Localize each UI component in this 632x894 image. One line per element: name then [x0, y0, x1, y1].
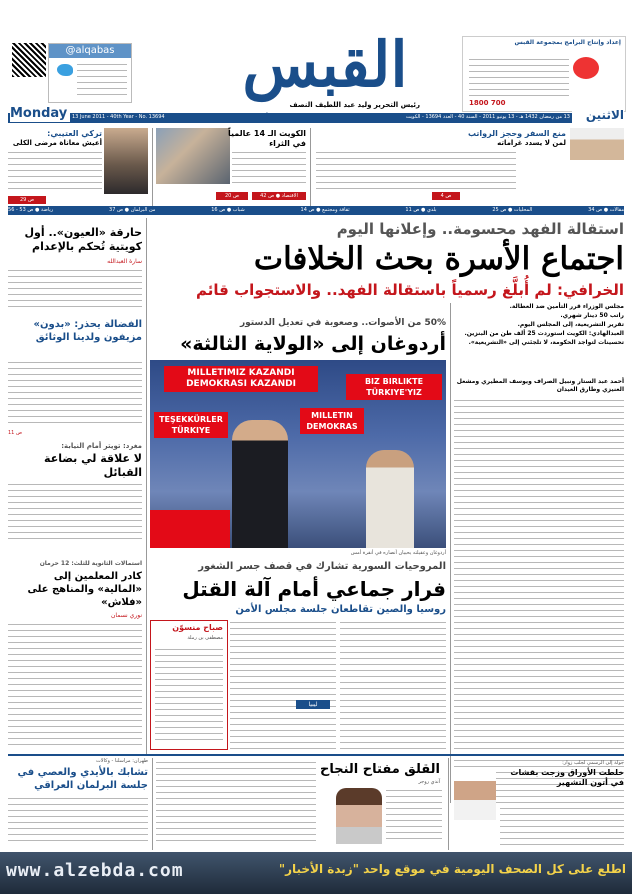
lead-bullet: مجلس الوزراء قرر التأمين ضد العطالة.	[509, 303, 624, 310]
lead-subhead: الخرافي: لم أُبلَّغ رسمياً باستقالة الفهد.. والاستجواب قائم	[196, 281, 624, 299]
bottom-center-byline: آندي روجر	[418, 779, 440, 785]
sections-list	[8, 206, 624, 215]
erdogan-figure	[232, 420, 288, 548]
editor-line: رئيس التحرير وليد عبد اللطيف النصف	[289, 101, 420, 109]
photo-sign	[346, 374, 442, 400]
footer-text: اطلع على كل الصحف اليومية في موقع واحد "زبدة الأخبار"	[278, 862, 626, 876]
opinion-title: صباح منسوّن	[172, 623, 223, 632]
syria-tag: ليبيا	[296, 700, 330, 709]
flag-banner	[150, 510, 230, 548]
photo-sign	[300, 408, 364, 434]
photo-official	[570, 128, 624, 186]
lead-divider	[450, 303, 451, 803]
left-strip-text	[8, 150, 102, 194]
bird-icon	[57, 64, 73, 76]
photo-sign-line: DEMOKRAS	[306, 422, 358, 431]
syria-kicker: المروحيات السورية تشارك في قصف جسر الشغور	[198, 561, 446, 572]
photo-sign-line: TEŞEKKÜRLER	[159, 415, 223, 424]
photo-sign-line: DEMOKRASI KAZANDI	[186, 379, 296, 389]
leftcol-text3	[8, 482, 142, 542]
bottom-right-text	[500, 800, 624, 846]
turkey-photo	[150, 360, 446, 548]
syria-headline: فرار جماعي أمام آلة القتل	[182, 577, 446, 601]
bottom-divider-1	[152, 758, 153, 850]
section-item[interactable]: من البرلمان ● ص 37	[109, 207, 156, 213]
lead-kicker: استقالة الفهد محسومة.. وإعلانها اليوم	[336, 220, 624, 238]
turkey-caption: أردوغان وعقيلته يحييان أنصاره في أنقرة أمس	[350, 550, 446, 556]
center-strip-headline2: في الثراء	[269, 139, 306, 148]
turkey-headline: أردوغان إلى «الولاية الثالثة»	[180, 333, 446, 355]
promo-box	[462, 36, 626, 112]
leftcol-h3b: لا علاقة لي بضاعة القبائل	[44, 452, 142, 479]
right-strip-headline: منع السفر وحجز الرواتب	[467, 129, 566, 138]
left-strip-headline: تركي العتيبي:	[47, 129, 102, 138]
section-item[interactable]: المحليات ● ص 25	[492, 207, 533, 213]
leftcol-h4b: كادر المعلمين إلى «المالية» والمناهج على «فلاش»	[27, 571, 142, 608]
left-strip-headline2: أعيش معاناة مرضى الكلى	[12, 139, 102, 147]
twitter-panel	[48, 43, 132, 103]
strip-divider-2	[310, 128, 311, 206]
leftcol-h2: الفضالة يحذر: «بدون» مزيفون ولدينا الوثائق	[33, 319, 142, 343]
left-col-divider	[146, 218, 147, 754]
center-strip-text	[232, 150, 306, 186]
date-en: 13 June 2011 - 40th Year - No. 13694	[72, 114, 165, 120]
center-badge-1: الاقتصاد ● ص 42	[252, 192, 306, 200]
right-strip-headline2: لمن لا يسدد غراماته	[497, 139, 566, 147]
leftcol-text1	[8, 268, 142, 312]
date-ar: 13 من رمضان 1432 هـ - 13 يونيو 2011 - السنة 40 - العدد 13694 - الكويت	[405, 114, 570, 120]
opinion-author: مصطفى بن رملة	[187, 635, 223, 641]
right-strip-text	[316, 150, 516, 190]
strip-divider-1	[152, 128, 153, 206]
leftcol-ref: ص 11	[8, 430, 23, 436]
bottom-left-kicker: طهران: مراسلنا - وكالات	[96, 758, 148, 764]
lead-bullets	[454, 303, 624, 375]
promo-text: إعداد وإنتاج البرامج بمجموعة القبس	[514, 39, 621, 46]
section-item[interactable]: ثقافة ومجتمع ● ص 14	[300, 207, 350, 213]
lead-bullet: العبدالهادي: الكويت استوردت 25 ألف طن من البنزين.	[464, 330, 624, 337]
bottom-divider-2	[448, 758, 449, 850]
weekday-en: Monday	[10, 106, 70, 122]
leftcol-text2	[8, 360, 142, 426]
leftcol-by4: نوري نسمان	[111, 612, 142, 619]
promo-badge	[573, 57, 599, 79]
turkey-kicker: 50% من الأصوات.. وصعوبة في تعديل الدستور	[239, 318, 446, 328]
lead-bullet: تقرير التشريعية، إلى المجلس اليوم.	[517, 321, 624, 328]
section-item[interactable]: بلدي ● ص 11	[405, 207, 437, 213]
photo-sign-line: TÜRKIYE	[171, 426, 211, 435]
section-item[interactable]: شباب ● ص 16	[211, 207, 245, 213]
bottom-left-text	[8, 796, 148, 846]
bottom-left-headline: تشابك بالأيدي والعصي في جلسة البرلمان العراقي	[17, 767, 148, 791]
syria-body-2	[230, 620, 336, 750]
left-strip-badge: ص 29	[8, 196, 46, 204]
lead-bullet: راتب 50 دينار شهري.	[560, 312, 624, 319]
photo-sign	[164, 366, 318, 392]
bottom-mid-text	[156, 760, 316, 846]
leftcol-h3: مغرد: تويتر أمام النيابة:	[61, 442, 142, 450]
lead-byline: أحمد عبد الستار ونبيل الصراف ويوسف المطيري ومشعل العنيزي وطارق العيدان	[456, 378, 624, 393]
photo-sign	[154, 412, 228, 438]
leftcol-text4	[8, 622, 142, 748]
photo-sign-line: BIZ BIRLIKTE	[364, 377, 424, 386]
wife-figure	[366, 450, 414, 548]
twitter-handle[interactable]: @alqabas	[49, 44, 131, 58]
photo-sign-line: TÜRKIYE'YIZ	[366, 388, 422, 397]
leftcol-by1: سارة العبدالله	[107, 258, 142, 265]
bottom-right-headline: خلطت الأوراق وزجت بقشات في أتون التشهير	[510, 768, 624, 787]
lead-headline: اجتماع الأسرة بحث الخلافات	[253, 241, 624, 277]
promo-body	[469, 57, 569, 97]
photo-sign-line: MILLETIN	[311, 411, 353, 420]
right-strip-badge: ص 4	[432, 192, 460, 200]
photo-turki	[104, 128, 148, 194]
lead-body	[454, 398, 624, 803]
center-strip-headline: الكويت الـ 14 عالمياً	[228, 129, 306, 138]
promo-number: 1800 700	[469, 99, 506, 107]
center-badge-2: ص 20	[216, 192, 248, 200]
lead-bullet: تحسينات لتواجد الحكومة، لا تلجئني إلى «التشريعية».	[468, 339, 624, 346]
footer-site[interactable]: www.alzebda.com	[6, 860, 184, 881]
leftcol-h4: استمالات الثانوية للثلث: 12 حرمان	[39, 560, 142, 567]
section-item[interactable]: مقالات ● ص 34	[588, 207, 624, 213]
weekday-ar: الاثنين	[572, 107, 624, 123]
leftcol-h1: حارقة «العيون».. أول كويتية تُحكم بالإعدام	[24, 226, 142, 253]
twitter-info	[77, 62, 127, 98]
photo-man	[454, 770, 496, 820]
footer-banner[interactable]	[0, 852, 632, 894]
syria-subhead: روسيا والصين تقاطعان جلسة مجلس الأمن	[235, 604, 446, 615]
photo-sign-line: MILLETIMIZ KAZANDI	[187, 368, 295, 378]
qr-code	[12, 43, 46, 77]
masthead-logo: القبس	[242, 28, 408, 101]
section-item[interactable]: رياضة ● ص 53 - 56	[8, 207, 54, 213]
bottom-right-kicker: جولة إلى الرسمي لجلب زوار:	[562, 760, 624, 766]
bottom-center-headline: القلق مفتاح النجاح	[320, 762, 440, 777]
photo-crowd	[156, 128, 230, 184]
bottom-rule	[8, 754, 624, 756]
syria-body-1	[340, 620, 446, 750]
photo-woman	[336, 788, 382, 844]
bottom-center-text	[386, 788, 442, 844]
opinion-box	[150, 620, 228, 750]
opinion-text	[155, 647, 223, 745]
